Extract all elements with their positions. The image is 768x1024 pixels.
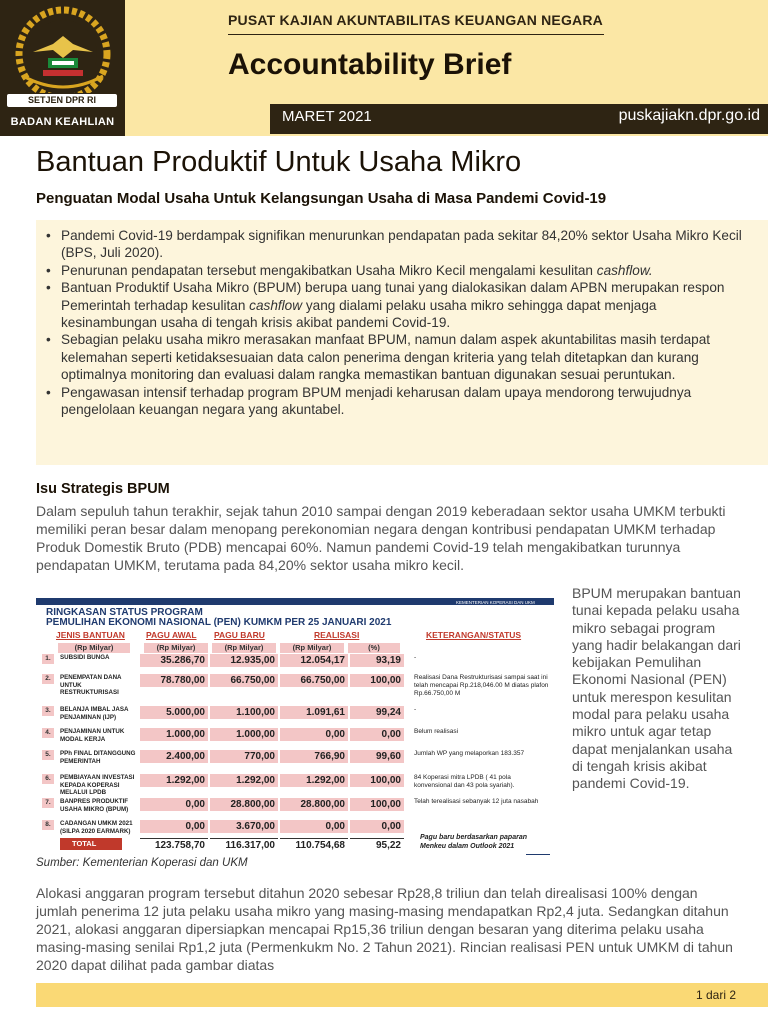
row-number: 5. [42,750,54,760]
table-header [36,598,554,626]
page-title: Bantuan Produktif Untuk Usaha Mikro [36,146,522,178]
logo-block [0,0,125,136]
row-pagu-awal: 1.292,00 [140,774,208,787]
side-paragraph: BPUM merupakan bantuan tunai kepada pelaku usaha mikro sebagai program yang hadir belakangan dari kebijakan Pemulihan Ekonomi Nasional (PEN) untuk merespon kesulitan modal para pelaku usaha mikro untuk agar tetap dapat menjalankan usaha di tengah krisis akibat pandemi Covid-19. [572,585,741,792]
row-percent: 100,00 [350,798,404,811]
total-pagu-baru: 116.317,00 [210,838,278,851]
row-pagu-awal: 78.780,00 [140,674,208,687]
summary-item: • Sebagian pelaku usaha mikro merasakan manfaat BPUM, namun dalam aspek akuntabilitas masih terdapat kelemahan seperti ketidaksesuaian data calon penerima dengan kriteria yang telah ditetapkan dan kurang optimalnya monitoring dan evaluasi dalam rangka memastikan bantuan digunakan sesuai peruntukan. [45,331,756,383]
row-program-name: PEMBIAYAAN INVESTASI KEPADA KOPERASI MELALUI LPDB [60,774,135,796]
summary-item: • Pandemi Covid-19 berdampak signifikan menurunkan pendapatan pada sekitar 84,20% sektor Usaha Mikro Kecil (BPS, Juli 2020). [45,227,756,262]
row-number: 3. [42,706,54,716]
col-header-realisasi: REALISASI [314,630,360,640]
row-realisasi: 1.091,61 [280,706,348,719]
row-percent: 99,24 [350,706,404,719]
row-pagu-baru: 28.800,00 [210,798,278,811]
body-paragraph: Alokasi anggaran program tersebut ditahun 2020 sebesar Rp28,8 triliun dan telah direalisasi 100% dengan jumlah penerima 12 juta pelaku usaha mikro yang masing-masing mendapatkan Rp2,4 juta. Sedangkan ditahun 2021, alokasi anggaran dipersiapkan mencapai Rp15,36 triliun dengan besaran yang diterima pelaku usaha masing-masing senilai Rp1,2 juta (Permenkukm No. 2 Tahun 2021). Rincian realisasi PEN untuk UMKM di tahun 2020 dapat dilihat pada gambar diatas [36,885,733,973]
row-number: 6. [42,774,54,784]
unit-label: (Rp Milyar) [58,643,130,653]
unit-label: (Rp Milyar) [212,643,276,653]
row-note: - [414,654,417,661]
row-pagu-awal: 0,00 [140,820,208,833]
row-pagu-baru: 1.100,00 [210,706,278,719]
summary-box [36,220,768,465]
section-heading: Isu Strategis BPUM [36,481,170,497]
row-pagu-awal: 2.400,00 [140,750,208,763]
website-link[interactable]: puskajiakn.dpr.go.id [618,107,760,124]
brief-title: Accountability Brief [228,48,512,81]
row-note: Telah terealisasi sebanyak 12 juta nasabah [414,798,539,805]
row-percent: 99,60 [350,750,404,763]
unit-label: (Rp Milyar) [280,643,344,653]
row-program-name: PENEMPATAN DANA UNTUK RESTRUKTURISASI [60,674,122,696]
row-number: 2. [42,674,54,684]
total-label: TOTAL [60,838,122,850]
row-realisasi: 0,00 [280,820,348,833]
unit-name: BADAN KEAHLIAN [10,116,115,128]
row-pagu-baru: 66.750,00 [210,674,278,687]
logo-ribbon: SETJEN DPR RI [6,93,118,108]
row-program-name: BELANJA IMBAL JASA PENJAMINAN (IJP) [60,706,129,721]
row-pagu-baru: 1.292,00 [210,774,278,787]
row-program-name: SUBSIDI BUNGA [60,654,110,661]
row-realisasi: 66.750,00 [280,674,348,687]
row-percent: 0,00 [350,820,404,833]
summary-list [45,227,756,418]
row-realisasi: 28.800,00 [280,798,348,811]
row-note: Jumlah WP yang melaporkan 183.357 [414,750,525,757]
table-title: RINGKASAN STATUS PROGRAM [46,607,203,618]
row-number: 7. [42,798,54,808]
figure-source: Sumber: Kementerian Koperasi dan UKM [36,857,248,869]
header-banner [0,0,768,136]
page-subtitle: Penguatan Modal Usaha Untuk Kelangsungan Usaha di Masa Pandemi Covid-19 [36,190,607,207]
row-pagu-baru: 3.670,00 [210,820,278,833]
row-pagu-awal: 5.000,00 [140,706,208,719]
unit-label: (%) [348,643,400,653]
row-number: 1. [42,654,54,664]
header-divider [228,34,604,35]
row-pagu-awal: 35.286,70 [140,654,208,667]
col-header-awal: PAGU AWAL [146,630,197,640]
row-number: 4. [42,728,54,738]
org-name: PUSAT KAJIAN AKUNTABILITAS KEUANGAN NEGARA [228,12,603,28]
row-program-name: BANPRES PRODUKTIF USAHA MIKRO (BPUM) [60,798,129,813]
row-note: - [414,706,417,713]
row-pagu-awal: 1.000,00 [140,728,208,741]
col-header-baru: PAGU BARU [214,630,265,640]
page-number: 1 dari 2 [695,988,736,1002]
row-note: 84 Koperasi mitra LPDB ( 41 pola konvensional dan 43 pola syariah). [414,774,515,789]
table-subtitle: PEMULIHAN EKONOMI NASIONAL (PEN) KUMKM PER 25 JANUARI 2021 [46,617,392,628]
footnote-rule [526,854,550,855]
ministry-label: KEMENTERIAN KOPERASI DAN UKM REPUBLIK INDONESIA [456,600,535,610]
summary-item: • Bantuan Produktif Usaha Mikro (BPUM) berupa uang tunai yang dialokasikan dalam APBN merupakan respon Pemerintah terhadap kesulitan cashflow yang dialami pelaku usaha mikro sehingga dapat menjaga kesinambungan usaha di tengah krisis akibat pandemi Covid-19. [45,279,756,331]
col-header-keterangan: KETERANGAN/STATUS [426,630,522,640]
page-footer [36,983,768,1007]
row-percent: 100,00 [350,774,404,787]
row-pagu-baru: 12.935,00 [210,654,278,667]
summary-item: • Penurunan pendapatan tersebut mengakibatkan Usaha Mikro Kecil mengalami kesulitan cashflow. [45,262,756,279]
row-percent: 93,19 [350,654,404,667]
row-pagu-baru: 770,00 [210,750,278,763]
total-pagu-awal: 123.758,70 [140,838,208,851]
row-percent: 0,00 [350,728,404,741]
table-footnote: Pagu baru berdasarkan paparan Menkeu dalam Outlook 2021 [420,834,527,850]
dpr-seal-icon [8,6,118,106]
total-percent: 95,22 [350,838,404,851]
row-program-name: PPh FINAL DITANGGUNG PEMERINTAH [60,750,136,765]
row-note: Realisasi Dana Restrukturisasi sampai saat ini telah mencapai Rp.218,046.00 M diatas plafon Rp.66.750,00 M [414,674,549,697]
row-realisasi: 12.054,17 [280,654,348,667]
row-realisasi: 0,00 [280,728,348,741]
program-status-table [36,598,554,856]
body-paragraph: Dalam sepuluh tahun terakhir, sejak tahun 2010 sampai dengan 2019 keberadaan sektor usaha UMKM terbukti memiliki peran besar dalam menopang perekonomian negara dengan kontribusi pendapatan UMKM terhadap Produk Domestik Bruto (PDB) mencapai 60%. Namun pandemi Covid-19 telah mengakibatkan turunnya pendapatan UMKM, terutama pada 84,20% sektor usaha mikro kecil. [36,503,726,573]
summary-item: • Pengawasan intensif terhadap program BPUM menjadi keharusan dalam upaya mendorong terwujudnya pengelolaan keuangan negara yang akuntabel. [45,384,756,419]
row-realisasi: 1.292,00 [280,774,348,787]
row-program-name: CADANGAN UMKM 2021 (SILPA 2020 EARMARK) [60,820,133,835]
row-note: Belum realisasi [414,728,459,735]
row-number: 8. [42,820,54,830]
issue-date: MARET 2021 [282,108,372,125]
row-pagu-awal: 0,00 [140,798,208,811]
row-program-name: PENJAMINAN UNTUK MODAL KERJA [60,728,125,743]
row-pagu-baru: 1.000,00 [210,728,278,741]
total-realisasi: 110.754,68 [280,838,348,851]
row-percent: 100,00 [350,674,404,687]
col-header-jenis: JENIS BANTUAN [56,630,125,640]
row-realisasi: 766,90 [280,750,348,763]
unit-label: (Rp Milyar) [144,643,208,653]
